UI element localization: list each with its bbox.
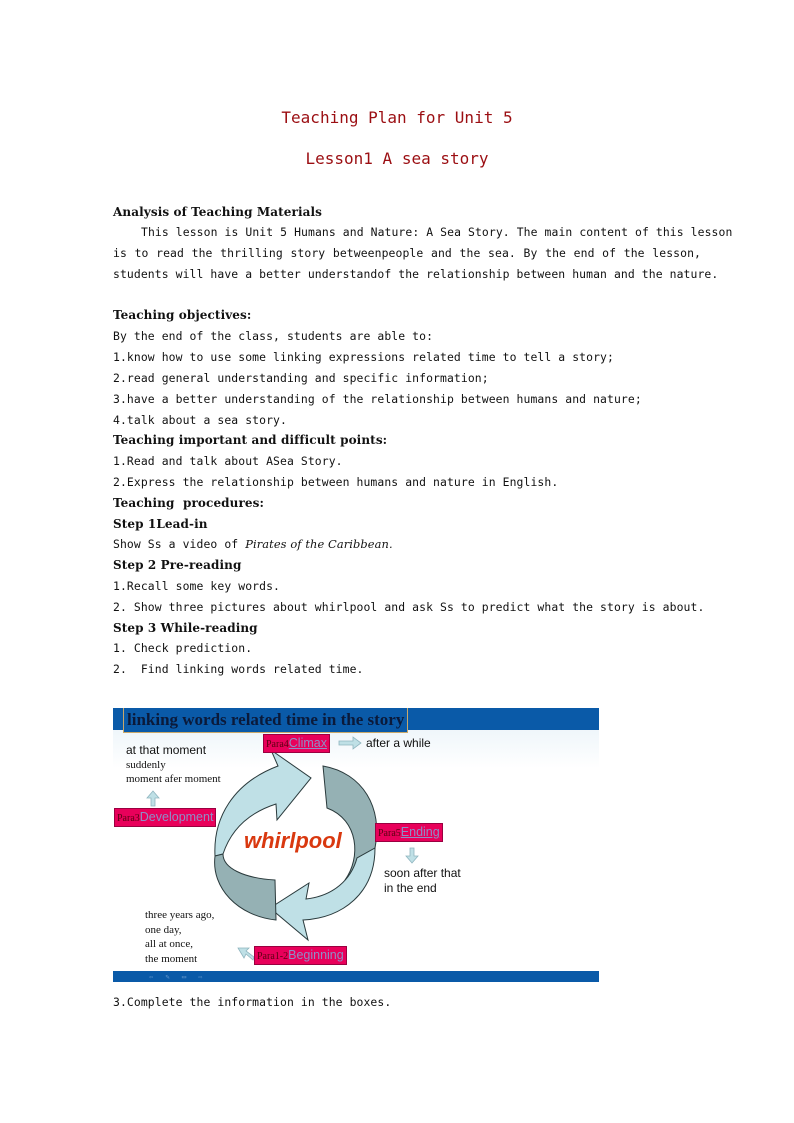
objectives-intro: By the end of the class, students are able to: <box>113 329 434 343</box>
objectives-heading: Teaching objectives: <box>113 308 252 322</box>
slide-nav-icons: ⇦ ✎ ▭ ⇨ <box>149 973 207 981</box>
step1-text-prefix: Show Ss a video of <box>113 537 246 551</box>
objective-item: 1.know how to use some linking expressions related time to tell a story; <box>113 350 614 364</box>
stage-name: Climax <box>288 736 327 750</box>
arrow-up-icon <box>147 791 159 806</box>
linking-word: in the end <box>384 880 437 895</box>
stage-tag-ending <box>375 823 443 842</box>
cycle-arc-left <box>215 854 276 920</box>
stage-prefix: Para1-2 <box>257 951 289 962</box>
movie-title: Pirates of the Caribbean. <box>245 537 393 551</box>
procedures-heading: Teaching procedures: <box>113 496 265 510</box>
step2-item: 1.Recall some key words. <box>113 579 280 593</box>
linking-word: one day, <box>145 923 182 936</box>
analysis-line: students will have a better understandof the relationship between human and the nature. <box>113 267 719 281</box>
step3-item: 2. Find linking words related time. <box>113 662 364 676</box>
development-words <box>126 743 221 787</box>
analysis-line: is to read the thrilling story betweenpeople and the sea. By the end of the lesson, <box>113 246 701 260</box>
ending-words <box>384 866 461 895</box>
analysis-line: This lesson is Unit 5 Humans and Nature: A Sea Story. The main content of this lesson <box>141 225 733 239</box>
objective-item: 3.have a better understanding of the relationship between humans and nature; <box>113 392 642 406</box>
stage-tag-beginning <box>254 946 347 965</box>
step2-item: 2. Show three pictures about whirlpool and ask Ss to predict what the story is about. <box>113 600 705 614</box>
arrow-right-icon <box>339 737 361 749</box>
stage-prefix: Para3 <box>117 813 140 824</box>
page-subtitle: Lesson1 A sea story <box>305 149 489 168</box>
cycle-arrow-lower-right <box>270 848 375 940</box>
arrow-up-left-icon <box>238 948 254 960</box>
linking-word: soon after that <box>384 866 461 880</box>
step1-text <box>113 537 393 551</box>
key-points-heading: Teaching important and difficult points: <box>113 433 388 447</box>
step1-heading: Step 1Lead-in <box>113 517 208 531</box>
linking-word: at that moment <box>126 743 207 757</box>
linking-word: moment afer moment <box>126 773 221 785</box>
key-point-item: 2.Express the relationship between humans and nature in English. <box>113 475 559 489</box>
stage-prefix: Para5 <box>378 828 401 839</box>
objective-item: 4.talk about a sea story. <box>113 413 287 427</box>
step3-heading: Step 3 While-reading <box>113 621 258 635</box>
climax-words <box>366 736 431 751</box>
stage-prefix: Para4 <box>266 739 289 750</box>
stage-tag-development <box>114 808 216 827</box>
stage-name: Beginning <box>288 948 344 962</box>
step2-heading: Step 2 Pre-reading <box>113 558 242 572</box>
linking-word: the moment <box>145 952 198 965</box>
page-title: Teaching Plan for Unit 5 <box>281 108 513 127</box>
linking-word: three years ago, <box>145 909 215 921</box>
center-word: whirlpool <box>244 828 342 853</box>
stage-name: Ending <box>400 825 440 839</box>
objective-item: 2.read general understanding and specific information; <box>113 371 489 385</box>
step3-item: 3.Complete the information in the boxes. <box>113 995 392 1009</box>
arrow-down-icon <box>406 848 418 863</box>
figure-title: linking words related time in the story <box>123 708 408 733</box>
linking-word: suddenly <box>126 758 166 771</box>
analysis-heading: Analysis of Teaching Materials <box>113 205 322 219</box>
linking-words-figure <box>113 708 599 982</box>
step3-item: 1. Check prediction. <box>113 641 253 655</box>
stage-tag-climax <box>263 734 330 753</box>
linking-word: all at once, <box>145 938 193 950</box>
stage-name: Development <box>139 810 214 824</box>
linking-word: after a while <box>366 736 431 750</box>
key-point-item: 1.Read and talk about ASea Story. <box>113 454 343 468</box>
beginning-words <box>145 908 214 966</box>
